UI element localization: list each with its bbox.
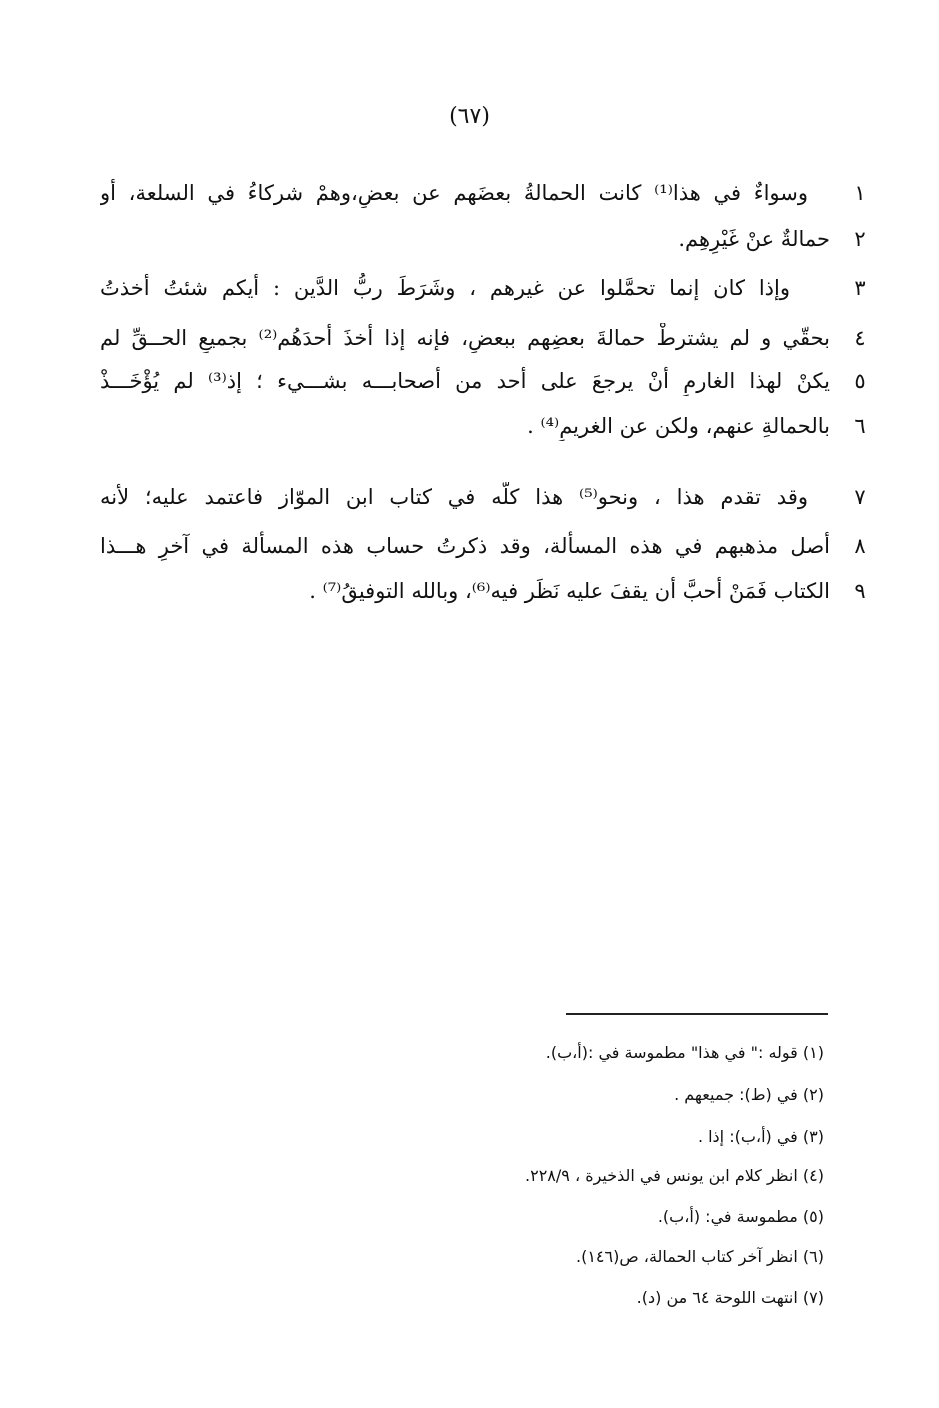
text-line: أصل مذهبهم في هذه المسألة، وقد ذكرتُ حساب هذه المسألة في آخرِ هـــذا: [100, 534, 830, 558]
footnote: (٢) في (ط): جميعهم .: [674, 1085, 824, 1104]
text-line: الكتاب فَمَنْ أحبَّ أن يقفَ عليه نَظَر فيه⁽⁶⁾، وبالله التوفيقُ⁽⁷⁾ .: [309, 579, 830, 603]
line-number: ٩: [854, 579, 866, 603]
text-line: وإذا كان إنما تحمَّلوا عن غيرهم ، وشَرَطَ ربُّ الدَّين : أيكم شئتُ أخذتُ: [100, 276, 790, 300]
line-number: ٦: [854, 414, 866, 438]
text-line: وسواءٌ في هذا⁽¹⁾ كانت الحمالةُ بعضَهم عن بعضٍ،وهمْ شركاءُ في السلعة، أو: [100, 181, 809, 205]
text-line: يكنْ لهذا الغارمِ أنْ يرجعَ على أحد من أصحابـــه بشـــيء ؛ إذ⁽³⁾ لم يُؤْخَـــذْ: [100, 369, 830, 393]
footnote-divider: [566, 1013, 828, 1015]
text-line: بالحمالةِ عنهم، ولكن عن الغريمِ⁽⁴⁾ .: [527, 414, 830, 438]
footnote: (١) قوله :" في هذا" مطموسة في :(أ،ب).: [545, 1043, 824, 1062]
footnote: (٤) انظر كلام ابن يونس في الذخيرة ، ٢٢٨/٩.: [525, 1166, 824, 1185]
page-number: (٦٧): [449, 104, 490, 129]
text-line: وقد تقدم هذا ، ونحو⁽⁵⁾ هذا كلّه في كتاب ابن الموّاز فاعتمد عليه؛ لأنه: [100, 485, 808, 509]
text-line: بحقّي و لم يشترطْ حمالةَ بعضِهم ببعضٍ، فإنه إذا أخذَ أحدَهُم⁽²⁾ بجميعِ الحــقِّ لم: [100, 326, 830, 350]
text-line: حمالةٌ عنْ غَيْرِهِم.: [678, 227, 830, 251]
footnote: (٧) انتهت اللوحة ٦٤ من (د).: [636, 1288, 824, 1307]
line-number: ٧: [854, 485, 866, 509]
line-number: ٤: [854, 326, 866, 350]
footnote: (٥) مطموسة في: (أ،ب).: [657, 1207, 824, 1226]
line-number: ٣: [854, 276, 866, 300]
line-number: ٥: [854, 369, 866, 393]
line-number: ٨: [854, 534, 866, 558]
footnote: (٣) في (أ،ب): إذا .: [697, 1127, 824, 1146]
line-number: ١: [854, 181, 866, 205]
footnote: (٦) انظر آخر كتاب الحمالة، ص(١٤٦).: [576, 1247, 824, 1266]
line-number: ٢: [854, 227, 866, 251]
